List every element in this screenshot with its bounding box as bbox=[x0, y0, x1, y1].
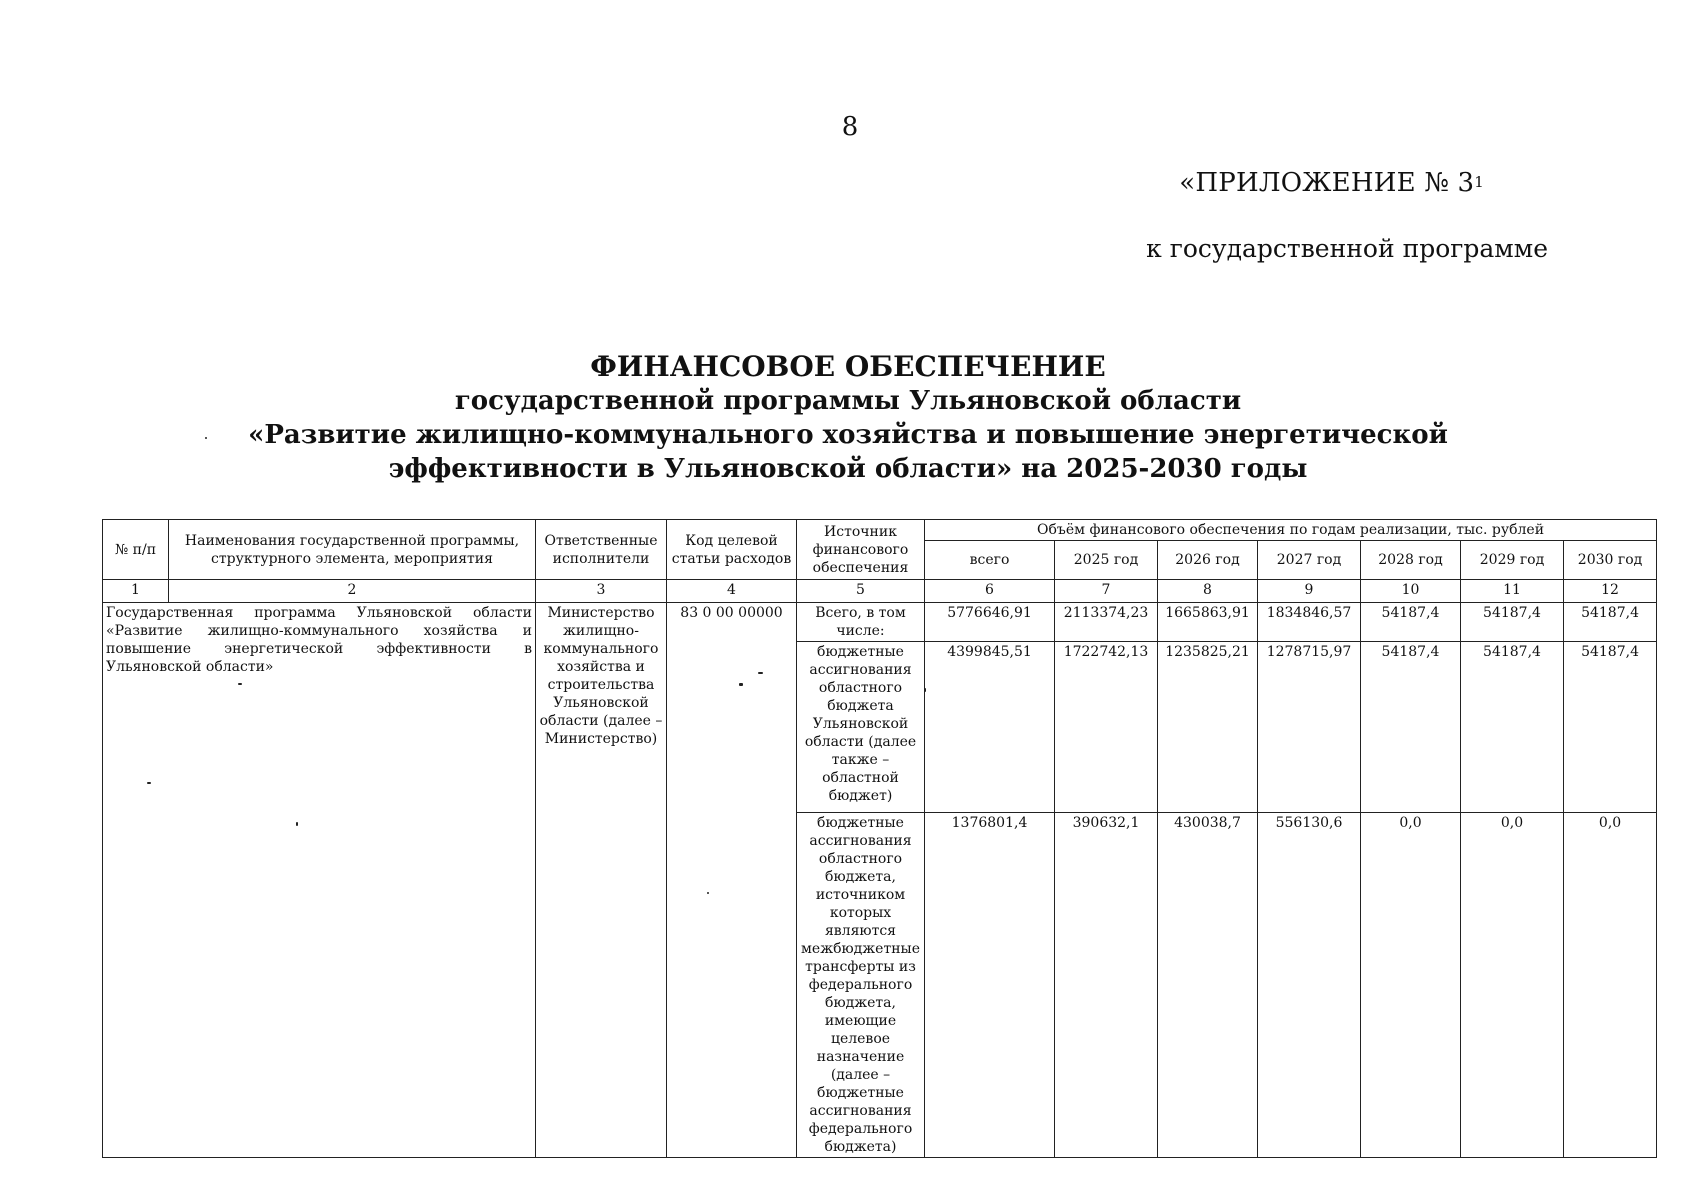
title-line-4: эффективности в Ульяновской области» на 2025-2030 годы bbox=[388, 454, 1308, 484]
value-2029: 54187,4 bbox=[1461, 642, 1564, 813]
scan-speck bbox=[205, 437, 207, 439]
value-2028: 54187,4 bbox=[1361, 603, 1461, 642]
value-total: 4399845,51 bbox=[925, 642, 1055, 813]
financing-table bbox=[102, 519, 1657, 1158]
column-number-row bbox=[103, 580, 1657, 603]
col-num-10: 10 bbox=[1361, 580, 1461, 603]
scan-speck bbox=[147, 782, 151, 784]
header-executor: Ответственные исполнители bbox=[536, 520, 667, 580]
col-num-2: 2 bbox=[169, 580, 536, 603]
title-line-2: государственной программы Ульяновской области bbox=[454, 386, 1242, 416]
col-num-11: 11 bbox=[1461, 580, 1564, 603]
title-line-1: ФИНАНСОВОЕ ОБЕСПЕЧЕНИЕ bbox=[590, 350, 1106, 383]
scan-speck bbox=[924, 688, 926, 692]
header-year-2028: 2028 год bbox=[1361, 541, 1461, 580]
value-2029: 54187,4 bbox=[1461, 603, 1564, 642]
appendix-label bbox=[1179, 168, 1484, 198]
value-2028: 0,0 bbox=[1361, 813, 1461, 1158]
document-title bbox=[200, 350, 1496, 486]
header-code: Код целевой статьи расходов bbox=[667, 520, 797, 580]
table-row bbox=[103, 603, 1657, 642]
value-2027: 1834846,57 bbox=[1258, 603, 1361, 642]
col-num-3: 3 bbox=[536, 580, 667, 603]
header-name: Наименования государственной программы, структурного элемента, мероприятия bbox=[169, 520, 536, 580]
value-2029: 0,0 bbox=[1461, 813, 1564, 1158]
col-num-5: 5 bbox=[797, 580, 925, 603]
header-volume: Объём финансового обеспечения по годам реализации, тыс. рублей bbox=[925, 520, 1657, 541]
appendix-superscript: 1 bbox=[1474, 173, 1484, 191]
title-line-3: «Развитие жилищно-коммунального хозяйства и повышение энергетической bbox=[248, 420, 1448, 450]
appendix-label-text: «ПРИЛОЖЕНИЕ № 3 bbox=[1179, 168, 1475, 198]
source-cell: бюджетные ассигнования областного бюджета Ульяновской области (далее также – областной бюджет) bbox=[797, 642, 925, 813]
col-num-6: 6 bbox=[925, 580, 1055, 603]
value-2027: 556130,6 bbox=[1258, 813, 1361, 1158]
program-name: Государственная программа Ульяновской области «Развитие жилищно-коммунального хозяйства и повышение энергетической эффективности в Ульяновской области» bbox=[103, 603, 536, 1158]
header-num: № п/п bbox=[103, 520, 169, 580]
scan-speck bbox=[707, 892, 709, 894]
col-num-4: 4 bbox=[667, 580, 797, 603]
scan-speck bbox=[739, 683, 743, 686]
value-2028: 54187,4 bbox=[1361, 642, 1461, 813]
value-2027: 1278715,97 bbox=[1258, 642, 1361, 813]
col-num-7: 7 bbox=[1055, 580, 1158, 603]
source-cell: Всего, в том числе: bbox=[797, 603, 925, 642]
value-2026: 1665863,91 bbox=[1158, 603, 1258, 642]
scan-speck bbox=[758, 672, 763, 674]
appendix-subtitle: к государственной программе bbox=[1146, 234, 1548, 263]
program-code: 83 0 00 00000 bbox=[667, 603, 797, 1158]
value-total: 1376801,4 bbox=[925, 813, 1055, 1158]
header-total: всего bbox=[925, 541, 1055, 580]
header-row-1 bbox=[103, 520, 1657, 541]
scan-speck bbox=[296, 822, 298, 826]
value-2025: 2113374,23 bbox=[1055, 603, 1158, 642]
header-year-2027: 2027 год bbox=[1258, 541, 1361, 580]
value-total: 5776646,91 bbox=[925, 603, 1055, 642]
value-2025: 390632,1 bbox=[1055, 813, 1158, 1158]
source-cell: бюджетные ассигнования областного бюджета, источником которых являются межбюджетные трансферты из федерального бюджета, имеющие целевое назначение (далее – бюджетные ассигнования федерального бюджета) bbox=[797, 813, 925, 1158]
header-year-2029: 2029 год bbox=[1461, 541, 1564, 580]
col-num-12: 12 bbox=[1564, 580, 1657, 603]
header-year-2026: 2026 год bbox=[1158, 541, 1258, 580]
value-2025: 1722742,13 bbox=[1055, 642, 1158, 813]
value-2030: 54187,4 bbox=[1564, 642, 1657, 813]
value-2026: 1235825,21 bbox=[1158, 642, 1258, 813]
value-2030: 0,0 bbox=[1564, 813, 1657, 1158]
header-year-2030: 2030 год bbox=[1564, 541, 1657, 580]
value-2026: 430038,7 bbox=[1158, 813, 1258, 1158]
value-2030: 54187,4 bbox=[1564, 603, 1657, 642]
program-executor: Министерство жилищно-коммунального хозяйства и строительства Ульяновской области (далее – Министерство) bbox=[536, 603, 667, 1158]
scan-speck bbox=[238, 683, 242, 685]
page-number: 8 bbox=[841, 112, 859, 142]
col-num-8: 8 bbox=[1158, 580, 1258, 603]
col-num-9: 9 bbox=[1258, 580, 1361, 603]
header-source: Источник финансового обеспечения bbox=[797, 520, 925, 580]
header-year-2025: 2025 год bbox=[1055, 541, 1158, 580]
col-num-1: 1 bbox=[103, 580, 169, 603]
